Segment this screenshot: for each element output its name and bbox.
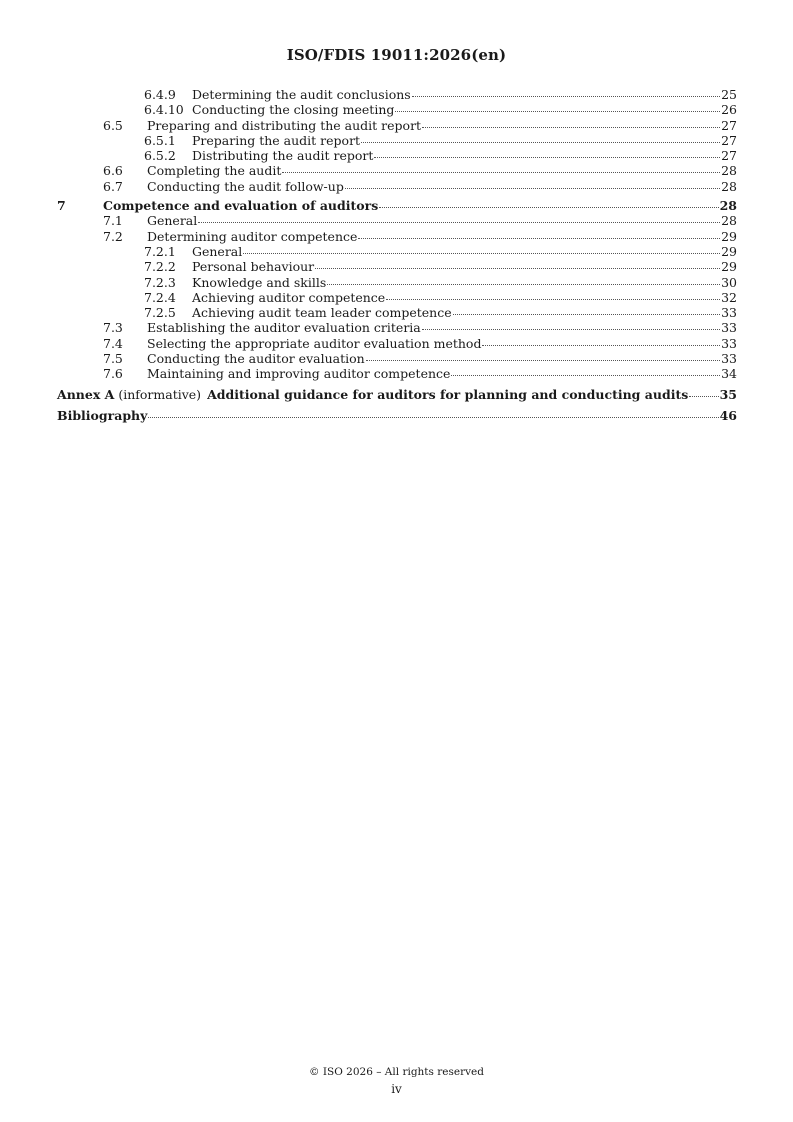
toc-entry-number: 7.2.2 bbox=[144, 259, 176, 275]
toc-entry-number: 6.4.10 bbox=[144, 102, 184, 118]
dot-leader bbox=[198, 222, 720, 223]
annex-informative: (informative) bbox=[118, 386, 202, 402]
dot-leader bbox=[412, 96, 720, 97]
toc-entry-title: Achieving auditor competence bbox=[192, 289, 386, 305]
dot-leader bbox=[327, 284, 720, 285]
toc-entry-page: 26 bbox=[721, 102, 737, 118]
toc-entry-title: General bbox=[147, 213, 198, 229]
toc-entry-title: Determining auditor competence bbox=[147, 228, 358, 244]
toc-entry[interactable] bbox=[57, 320, 737, 335]
annex-title: Additional guidance for auditors for planning and conducting audits bbox=[207, 386, 689, 402]
toc-entry-page: 32 bbox=[721, 289, 737, 305]
toc-entry-title: Maintaining and improving auditor competence bbox=[147, 366, 451, 382]
toc-entry[interactable] bbox=[57, 118, 737, 133]
toc-entry-page: 29 bbox=[721, 228, 737, 244]
toc-entry[interactable] bbox=[57, 148, 737, 163]
toc-entry-number: 6.7 bbox=[103, 178, 123, 194]
table-of-contents bbox=[57, 87, 737, 425]
toc-entry-number: 7.4 bbox=[103, 335, 123, 351]
toc-entry[interactable] bbox=[57, 229, 737, 244]
toc-entry-page: 28 bbox=[721, 213, 737, 229]
dot-leader bbox=[453, 314, 720, 315]
toc-entry-title: Preparing the audit report bbox=[192, 132, 361, 148]
dot-leader bbox=[386, 299, 720, 300]
toc-entry[interactable] bbox=[57, 102, 737, 117]
toc-entry[interactable] bbox=[57, 259, 737, 274]
toc-entry-number: 6.5 bbox=[103, 117, 123, 133]
toc-entry-number: 7.2.5 bbox=[144, 305, 176, 321]
document-header: ISO/FDIS 19011:2026(en) bbox=[286, 46, 507, 64]
toc-entry-title: Conducting the closing meeting bbox=[192, 102, 395, 118]
toc-entry-annex[interactable] bbox=[57, 387, 737, 404]
toc-entry-number: 6.5.2 bbox=[144, 148, 176, 164]
toc-entry-title: Conducting the auditor evaluation bbox=[147, 351, 365, 367]
dot-leader bbox=[689, 396, 718, 397]
toc-entry-page: 33 bbox=[721, 335, 737, 351]
toc-entry-page: 33 bbox=[721, 305, 737, 321]
toc-entry-page: 35 bbox=[719, 386, 737, 402]
toc-entry-title: Distributing the audit report bbox=[192, 148, 374, 164]
dot-leader bbox=[282, 172, 720, 173]
dot-leader bbox=[395, 111, 720, 112]
toc-entry-number: 7.3 bbox=[103, 320, 123, 336]
toc-entry[interactable] bbox=[57, 163, 737, 178]
toc-entry-number: 7.2 bbox=[103, 228, 123, 244]
toc-entry-title: Achieving audit team leader competence bbox=[192, 305, 452, 321]
toc-entry-number: 7.2.4 bbox=[144, 289, 176, 305]
dot-leader bbox=[451, 375, 720, 376]
toc-entry-page: 25 bbox=[721, 87, 737, 102]
toc-entry-page: 28 bbox=[721, 178, 737, 194]
dot-leader bbox=[366, 360, 720, 361]
toc-entry-page: 33 bbox=[721, 351, 737, 367]
dot-leader bbox=[379, 207, 718, 208]
toc-entry-page: 29 bbox=[721, 259, 737, 275]
toc-entry-page: 29 bbox=[721, 243, 737, 259]
page-footer bbox=[0, 1066, 793, 1096]
copyright-notice: © ISO 2026 – All rights reserved bbox=[309, 1066, 484, 1078]
toc-entry-number: 7.6 bbox=[103, 366, 123, 382]
toc-entry-title: Determining the audit conclusions bbox=[192, 87, 411, 102]
toc-entry-page: 28 bbox=[719, 198, 737, 214]
dot-leader bbox=[422, 127, 720, 128]
toc-entry-page: 33 bbox=[721, 320, 737, 336]
toc-entry-page: 30 bbox=[721, 274, 737, 290]
toc-entry-page: 27 bbox=[721, 132, 737, 148]
dot-leader bbox=[148, 417, 718, 418]
dot-leader bbox=[315, 268, 720, 269]
toc-entry-clause[interactable] bbox=[57, 198, 737, 213]
toc-entry-number: 7.2.1 bbox=[144, 243, 176, 259]
toc-entry-number: 7 bbox=[57, 198, 66, 214]
toc-entry[interactable] bbox=[57, 213, 737, 228]
toc-entry-page: 34 bbox=[721, 366, 737, 382]
toc-entry-title: Knowledge and skills bbox=[192, 274, 327, 290]
toc-entry[interactable] bbox=[57, 290, 737, 305]
toc-entry-number: 6.5.1 bbox=[144, 132, 176, 148]
dot-leader bbox=[374, 157, 720, 158]
toc-entry[interactable] bbox=[57, 244, 737, 259]
toc-entry-number: 7.1 bbox=[103, 213, 123, 229]
dot-leader bbox=[361, 142, 720, 143]
page-number: iv bbox=[391, 1082, 402, 1096]
toc-entry-title: Competence and evaluation of auditors bbox=[103, 198, 379, 214]
toc-entry-number: 6.4.9 bbox=[144, 87, 176, 102]
toc-entry-title: Personal behaviour bbox=[192, 259, 315, 275]
toc-entry[interactable] bbox=[57, 87, 737, 102]
dot-leader bbox=[358, 238, 720, 239]
toc-entry-page: 27 bbox=[721, 148, 737, 164]
toc-entry-page: 28 bbox=[721, 163, 737, 179]
bibliography-title: Bibliography bbox=[57, 408, 148, 424]
toc-entry-title: Preparing and distributing the audit report bbox=[147, 117, 422, 133]
toc-entry[interactable] bbox=[57, 351, 737, 366]
toc-entry-title: General bbox=[192, 243, 243, 259]
dot-leader bbox=[482, 345, 720, 346]
toc-entry-title: Completing the audit bbox=[147, 163, 282, 179]
toc-entry[interactable] bbox=[57, 305, 737, 320]
toc-entry-page: 27 bbox=[721, 117, 737, 133]
toc-entry[interactable] bbox=[57, 366, 737, 381]
toc-entry[interactable] bbox=[57, 275, 737, 290]
dot-leader bbox=[422, 329, 720, 330]
toc-entry[interactable] bbox=[57, 133, 737, 148]
toc-entry-title: Establishing the auditor evaluation criteria bbox=[147, 320, 421, 336]
dot-leader bbox=[345, 188, 720, 189]
toc-entry-title: Conducting the audit follow-up bbox=[147, 178, 344, 194]
toc-entry-number: 7.2.3 bbox=[144, 274, 176, 290]
toc-entry-title: Selecting the appropriate auditor evaluation method bbox=[147, 335, 482, 351]
toc-entry-number: 6.6 bbox=[103, 163, 123, 179]
toc-entry-bibliography[interactable] bbox=[57, 408, 737, 425]
dot-leader bbox=[243, 253, 720, 254]
toc-entry-page: 46 bbox=[719, 408, 737, 424]
annex-label: Annex A bbox=[57, 386, 115, 402]
toc-entry[interactable] bbox=[57, 336, 737, 351]
toc-entry-number: 7.5 bbox=[103, 351, 123, 367]
toc-entry[interactable] bbox=[57, 179, 737, 194]
